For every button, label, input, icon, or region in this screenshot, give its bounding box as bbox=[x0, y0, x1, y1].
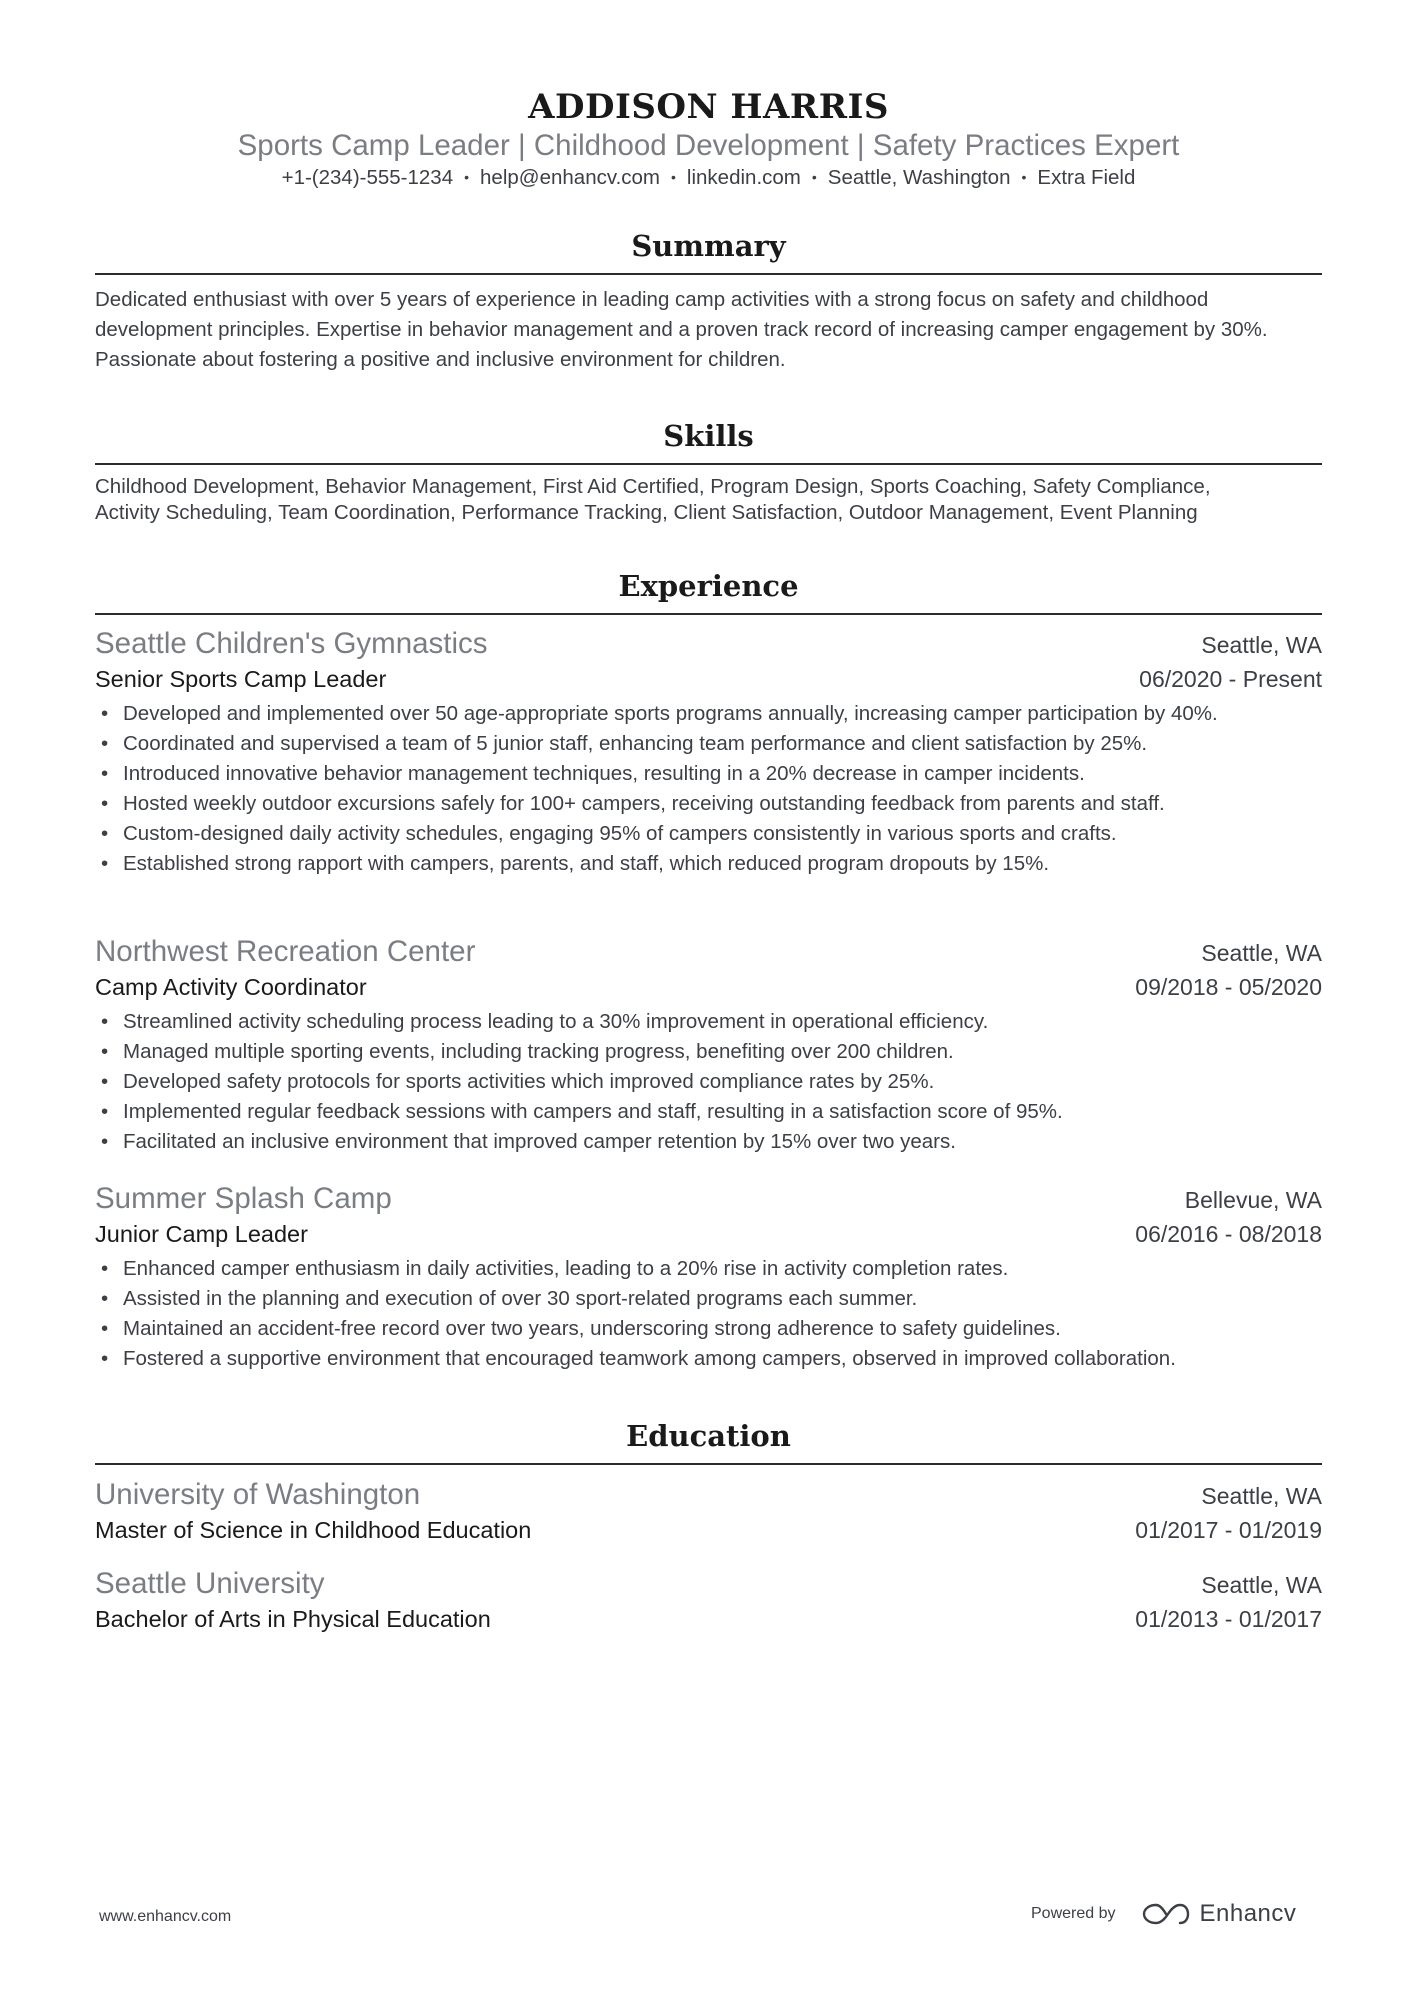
bullet-item: • Custom-designed daily activity schedules, engaging 95% of campers consistently in various sports and crafts. bbox=[95, 819, 1322, 849]
headline: Sports Camp Leader | Childhood Development | Safety Practices Expert bbox=[237, 129, 1180, 162]
company-name: Summer Splash Camp bbox=[95, 1182, 392, 1215]
contact-linkedin[interactable]: linkedin.com bbox=[686, 166, 801, 189]
experience-entry bbox=[95, 1180, 1322, 1374]
skills-section bbox=[95, 416, 1322, 526]
experience-entry bbox=[95, 933, 1322, 1157]
summary-title: Summary bbox=[631, 229, 786, 263]
education-entry bbox=[95, 1565, 1322, 1635]
contact-separator: • bbox=[464, 169, 470, 185]
skills-line: Activity Scheduling, Team Coordination, Performance Tracking, Client Satisfaction, Outdoor Management, Event Planning bbox=[95, 501, 1198, 524]
footer-website-link[interactable]: www.enhancv.com bbox=[99, 1908, 232, 1925]
education-section bbox=[95, 1416, 1322, 1465]
bullet-item: • Coordinated and supervised a team of 5 junior staff, enhancing team performance and client satisfaction by 25%. bbox=[95, 729, 1322, 759]
resume-page bbox=[95, 0, 1322, 1632]
section-divider bbox=[95, 273, 1322, 275]
job-dates: 09/2018 - 05/2020 bbox=[1135, 974, 1322, 1000]
school-name: University of Washington bbox=[95, 1478, 421, 1511]
job-bullets bbox=[95, 1254, 1322, 1374]
company-name: Northwest Recreation Center bbox=[95, 935, 476, 968]
powered-by-label: Powered by bbox=[1031, 1905, 1116, 1922]
bullet-item: • Developed and implemented over 50 age-appropriate sports programs annually, increasing camper participation by 40%. bbox=[95, 699, 1322, 729]
skills-line: Childhood Development, Behavior Management, First Aid Certified, Program Design, Sports Coaching, Safety Compliance, bbox=[95, 475, 1211, 498]
brand-name: Enhancv bbox=[1199, 1900, 1297, 1927]
bullet-item: • Managed multiple sporting events, including tracking progress, benefiting over 200 children. bbox=[95, 1037, 1322, 1067]
job-location: Seattle, WA bbox=[1201, 632, 1322, 658]
school-location: Seattle, WA bbox=[1201, 1483, 1322, 1509]
bullet-item: • Enhanced camper enthusiasm in daily activities, leading to a 20% rise in activity completion rates. bbox=[95, 1254, 1322, 1284]
school-location: Seattle, WA bbox=[1201, 1572, 1322, 1598]
experience-section bbox=[95, 566, 1322, 615]
job-title: Senior Sports Camp Leader bbox=[95, 666, 387, 692]
summary-text: Dedicated enthusiast with over 5 years of experience in leading camp activities with a strong focus on safety and childhood development principles. Expertise in behavior management and a proven track record of increasing camper engagement by 30%. Passionate about fostering a positive and inclusive environment for children. bbox=[95, 288, 1268, 371]
education-dates: 01/2013 - 01/2017 bbox=[1135, 1606, 1322, 1632]
section-divider bbox=[95, 1463, 1322, 1465]
summary-section bbox=[95, 226, 1322, 375]
bullet-item: • Streamlined activity scheduling process leading to a 30% improvement in operational efficiency. bbox=[95, 1007, 1322, 1037]
bullet-item: • Introduced innovative behavior management techniques, resulting in a 20% decrease in camper incidents. bbox=[95, 759, 1322, 789]
bullet-item: • Developed safety protocols for sports activities which improved compliance rates by 25%. bbox=[95, 1067, 1322, 1097]
job-bullets bbox=[95, 699, 1322, 879]
degree-title: Master of Science in Childhood Education bbox=[95, 1517, 532, 1543]
contact-separator: • bbox=[671, 169, 676, 185]
contact-location: Seattle, Washington bbox=[827, 166, 1011, 189]
contact-line bbox=[95, 165, 1322, 192]
contact-separator: • bbox=[811, 169, 817, 185]
education-title: Education bbox=[626, 1419, 791, 1453]
job-location: Bellevue, WA bbox=[1184, 1187, 1322, 1213]
job-title: Camp Activity Coordinator bbox=[95, 974, 367, 1000]
footer-branding bbox=[1031, 1900, 1296, 1928]
bullet-item: • Fostered a supportive environment that encouraged teamwork among campers, observed in improved collaboration. bbox=[95, 1344, 1322, 1374]
bullet-item: • Implemented regular feedback sessions with campers and staff, resulting in a satisfaction score of 95%. bbox=[95, 1097, 1322, 1127]
bullet-item: • Facilitated an inclusive environment that improved camper retention by 15% over two years. bbox=[95, 1127, 1322, 1157]
bullet-item: • Hosted weekly outdoor excursions safely for 100+ campers, receiving outstanding feedback from parents and staff. bbox=[95, 789, 1322, 819]
job-title: Junior Camp Leader bbox=[95, 1221, 308, 1247]
experience-title: Experience bbox=[618, 569, 799, 603]
education-entry bbox=[95, 1476, 1322, 1546]
bullet-item: • Established strong rapport with campers, parents, and staff, which reduced program dropouts by 15%. bbox=[95, 849, 1322, 879]
experience-entry bbox=[95, 625, 1322, 879]
job-bullets bbox=[95, 1007, 1322, 1157]
enhancv-logo-icon bbox=[1142, 1901, 1190, 1927]
contact-email[interactable]: help@enhancv.com bbox=[480, 166, 661, 189]
education-dates: 01/2017 - 01/2019 bbox=[1135, 1517, 1322, 1543]
school-name: Seattle University bbox=[95, 1567, 325, 1600]
section-divider bbox=[95, 463, 1322, 465]
contact-phone: +1-(234)-555-1234 bbox=[281, 166, 454, 189]
bullet-item: • Assisted in the planning and execution of over 30 sport-related programs each summer. bbox=[95, 1284, 1322, 1314]
candidate-name: ADDISON HARRIS bbox=[528, 87, 889, 127]
skills-list bbox=[95, 474, 1322, 526]
section-divider bbox=[95, 613, 1322, 615]
contact-separator: • bbox=[1021, 169, 1027, 185]
job-location: Seattle, WA bbox=[1201, 940, 1322, 966]
job-dates: 06/2020 - Present bbox=[1139, 666, 1322, 692]
skills-title: Skills bbox=[663, 419, 754, 453]
contact-extra: Extra Field bbox=[1037, 166, 1136, 189]
company-name: Seattle Children's Gymnastics bbox=[95, 627, 488, 660]
degree-title: Bachelor of Arts in Physical Education bbox=[95, 1606, 491, 1632]
enhancv-brand-link[interactable] bbox=[1142, 1900, 1297, 1928]
bullet-item: • Maintained an accident-free record over two years, underscoring strong adherence to safety guidelines. bbox=[95, 1314, 1322, 1344]
job-dates: 06/2016 - 08/2018 bbox=[1135, 1221, 1322, 1247]
